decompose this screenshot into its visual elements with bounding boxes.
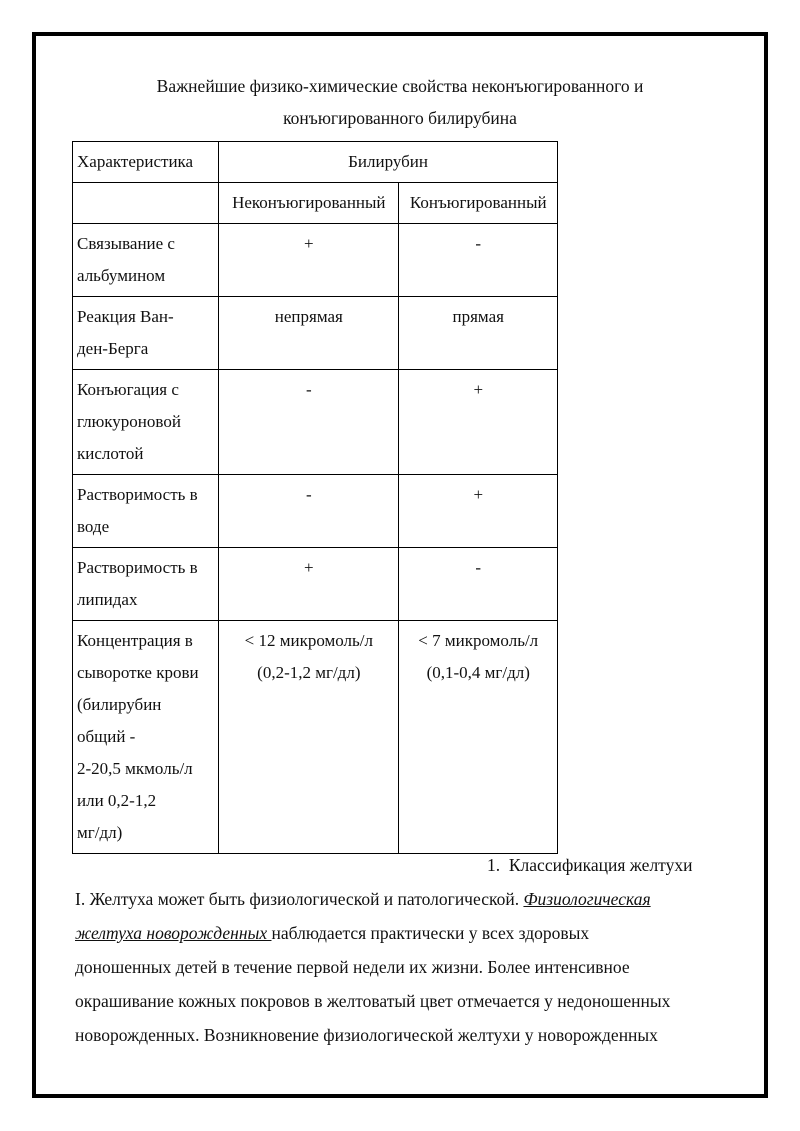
row-label-cell: [73, 548, 219, 621]
section-heading-text: Классификация желтухи: [508, 855, 693, 875]
bilirubin-properties-table: [72, 141, 558, 854]
unconjugated-value-cell: [219, 548, 399, 621]
body-line-4: окрашивание кожных покровов в желтоватый цвет отмечается у недоношенных: [75, 991, 671, 1011]
row-label-cell: [73, 370, 219, 475]
body-line-3: доношенных детей в течение первой недели их жизни. Более интенсивное: [75, 957, 630, 977]
cell-text-line: (билирубин: [77, 695, 162, 714]
cell-text-line: -: [475, 234, 482, 253]
cell-text-line: +: [304, 558, 314, 577]
cell-text-line: глюкуроновой: [77, 412, 181, 431]
unconjugated-value-cell: [219, 297, 399, 370]
row-label-cell: [73, 224, 219, 297]
cell-text-line: -: [305, 380, 312, 399]
title-line-2: конъюгированного билирубина: [283, 108, 517, 128]
cell-text-line: Реакция Ван-: [77, 307, 174, 326]
cell-text-line: (0,1-0,4 мг/дл): [426, 663, 530, 682]
table-row: [73, 297, 558, 370]
cell-text-line: воде: [77, 517, 110, 536]
unconjugated-value-cell: [219, 224, 399, 297]
conjugated-value-cell: [399, 297, 558, 370]
conjugated-value-cell: [399, 621, 558, 854]
cell-text-line: альбумином: [77, 266, 166, 285]
cell-text-line: -: [305, 485, 312, 504]
document-title: [0, 70, 800, 134]
header-unconjugated: Неконъюгированный: [219, 183, 399, 224]
body-line-5: новорожденных. Возникновение физиологической желтухи у новорожденных: [75, 1025, 658, 1045]
table-header-row: [73, 142, 558, 183]
cell-text-line: +: [304, 234, 314, 253]
cell-text-line: мг/дл): [77, 823, 123, 842]
unconjugated-value-cell: [219, 370, 399, 475]
table-row: [73, 621, 558, 854]
body-line-1: [75, 882, 745, 916]
cell-text-line: +: [473, 485, 484, 504]
row-label-cell: [73, 297, 219, 370]
cell-text-line: +: [473, 380, 484, 399]
conjugated-value-cell: [399, 224, 558, 297]
cell-text-line: или 0,2-1,2: [77, 791, 157, 810]
cell-text-line: < 12 микромоль/л: [244, 631, 373, 650]
unconjugated-value-cell: [219, 621, 399, 854]
table-row: [73, 370, 558, 475]
body-paragraph: [75, 882, 745, 1052]
conjugated-value-cell: [399, 370, 558, 475]
header-bilirubin: Билирубин: [219, 142, 558, 183]
table-row: [73, 224, 558, 297]
section-number: 1.: [487, 855, 501, 875]
cell-text-line: прямая: [452, 307, 504, 326]
header-conjugated: Конъюгированный: [399, 183, 558, 224]
cell-text-line: Растворимость в: [77, 558, 198, 577]
header-empty-cell: [73, 183, 219, 224]
cell-text-line: общий -: [77, 727, 136, 746]
body-line-1-text: I. Желтуха может быть физиологической и патологической.: [75, 889, 524, 909]
row-label-cell: [73, 475, 219, 548]
cell-text-line: кислотой: [77, 444, 144, 463]
conjugated-value-cell: [399, 475, 558, 548]
table-row: [73, 475, 558, 548]
cell-text-line: Концентрация в: [77, 631, 193, 650]
cell-text-line: Связывание с: [77, 234, 175, 253]
cell-text-line: < 7 микромоль/л: [418, 631, 539, 650]
emphasis-term-cont: желтуха новорожденных: [75, 923, 272, 943]
body-line-2-text: наблюдается практически у всех здоровых: [271, 923, 590, 943]
cell-text-line: (0,2-1,2 мг/дл): [257, 663, 361, 682]
cell-text-line: Конъюгация с: [77, 380, 179, 399]
unconjugated-value-cell: [219, 475, 399, 548]
cell-text-line: -: [475, 558, 482, 577]
cell-text-line: липидах: [77, 590, 138, 609]
section-heading: [487, 850, 692, 880]
table-subheader-row: [73, 183, 558, 224]
cell-text-line: непрямая: [274, 307, 343, 326]
emphasis-term: Физиологическая: [523, 889, 651, 909]
conjugated-value-cell: [399, 548, 558, 621]
cell-text-line: 2-20,5 мкмоль/л: [77, 759, 193, 778]
title-line-1: Важнейшие физико-химические свойства неконъюгированного и: [156, 76, 644, 96]
header-characteristic: Характеристика: [73, 142, 219, 183]
table-row: [73, 548, 558, 621]
cell-text-line: ден-Берга: [77, 339, 149, 358]
body-line-2: [75, 916, 745, 950]
cell-text-line: сыворотке крови: [77, 663, 199, 682]
row-label-cell: [73, 621, 219, 854]
cell-text-line: Растворимость в: [77, 485, 198, 504]
